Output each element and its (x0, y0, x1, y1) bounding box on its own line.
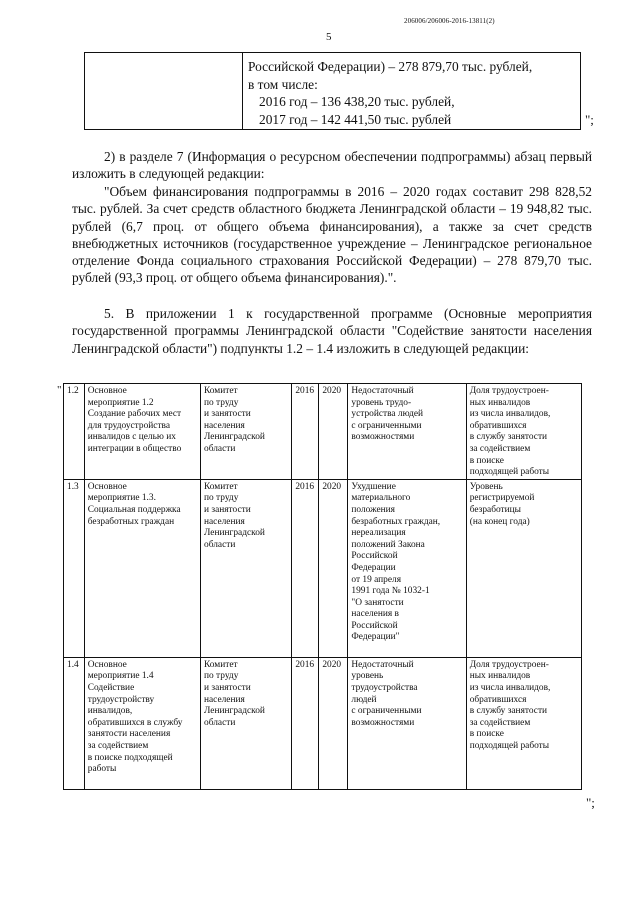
financing-line: 2016 год – 136 438,20 тыс. рублей, (259, 94, 455, 109)
measures-table (63, 383, 582, 790)
indicator: Доля трудоустроен- ных инвалидов из числа инвалидов, обратившихся в службу занятости за содействием в поиске подходящей работы (466, 657, 581, 789)
financing-line: 2017 год – 142 441,50 тыс. рублей (259, 111, 452, 127)
row-number: 1.3 (64, 479, 85, 657)
paragraph-financing-volume: "Объем финансирования подпрограммы в 2016 – 2020 годах составит 298 828,52 тыс. рублей. За счет средств областного бюджета Ленинградской области – 19 948,82 тыс. рублей (6,7 проц. от общего объема финансирования), а также за счет средств внебюджетных источников (государственное учреждение – Ленинградское региональное отделение Фонда социального страхования Российской Федерации) – 278 879,70 тыс. рублей (93,3 проц. от общего объема финансирования).". (72, 184, 592, 286)
empty-cell (85, 53, 243, 130)
year-end: 2020 (319, 384, 348, 480)
executor: Комитет по труду и занятости населения Ленинградской области (201, 657, 292, 789)
measure-name: Основное мероприятие 1.4 Содействие трудоустройству инвалидов, обратившихся в службу занятости населения за содействием в поиске подходящей работы (84, 657, 200, 789)
financing-cell (243, 53, 581, 130)
measure-name: Основное мероприятие 1.2 Создание рабочих мест для трудоустройства инвалидов с целью их интеграции в общество (84, 384, 200, 480)
consequence: Недостаточный уровень трудо- устройства людей с ограниченными возможностями (348, 384, 466, 480)
consequence: Недостаточный уровень трудоустройства людей с ограниченными возможностями (348, 657, 466, 789)
paragraph-appendix-1: 5. В приложении 1 к государственной программе (Основные мероприятия государственной программы Ленинградской области "Содействие занятости населения Ленинградской области") подпункты 1.2 – 1.4 изложить в следующей редакции: (72, 306, 592, 356)
table-open-quote: " (57, 384, 62, 396)
year-start: 2016 (292, 479, 319, 657)
indicator: Уровень регистрируемой безработицы (на конец года) (466, 479, 581, 657)
table-close-quote: "; (586, 795, 595, 810)
closing-quote: "; (585, 112, 594, 127)
page-number: 5 (326, 31, 332, 43)
table-row (64, 479, 582, 657)
year-start: 2016 (292, 657, 319, 789)
measure-name: Основное мероприятие 1.3. Социальная поддержка безработных граждан (84, 479, 200, 657)
table-row (64, 384, 582, 480)
year-start: 2016 (292, 384, 319, 480)
consequence: Ухудшение материального положения безработных граждан, нереализация положений Закона Российской Федерации от 19 апреля 1991 года № 1032-1 "О занятости населения в Российской Федерации" (348, 479, 466, 657)
paragraph-section-7: 2) в разделе 7 (Информация о ресурсном обеспечении подпрограммы) абзац первый изложить в следующей редакции: (72, 149, 592, 182)
indicator: Доля трудоустроен- ных инвалидов из числа инвалидов, обратившихся в службу занятости за содействием в поиске подходящей работы (466, 384, 581, 480)
row-number: 1.2 (64, 384, 85, 480)
financing-line: Российской Федерации) – 278 879,70 тыс. рублей, (248, 59, 533, 74)
executor: Комитет по труду и занятости населения Ленинградской области (201, 479, 292, 657)
table-row (64, 657, 582, 789)
executor: Комитет по труду и занятости населения Ленинградской области (201, 384, 292, 480)
year-end: 2020 (319, 479, 348, 657)
document-number: 206006/206006-2016-13811(2) (404, 17, 495, 25)
year-end: 2020 (319, 657, 348, 789)
financing-continuation-table (84, 52, 581, 130)
row-number: 1.4 (64, 657, 85, 789)
financing-line: в том числе: (248, 76, 318, 92)
